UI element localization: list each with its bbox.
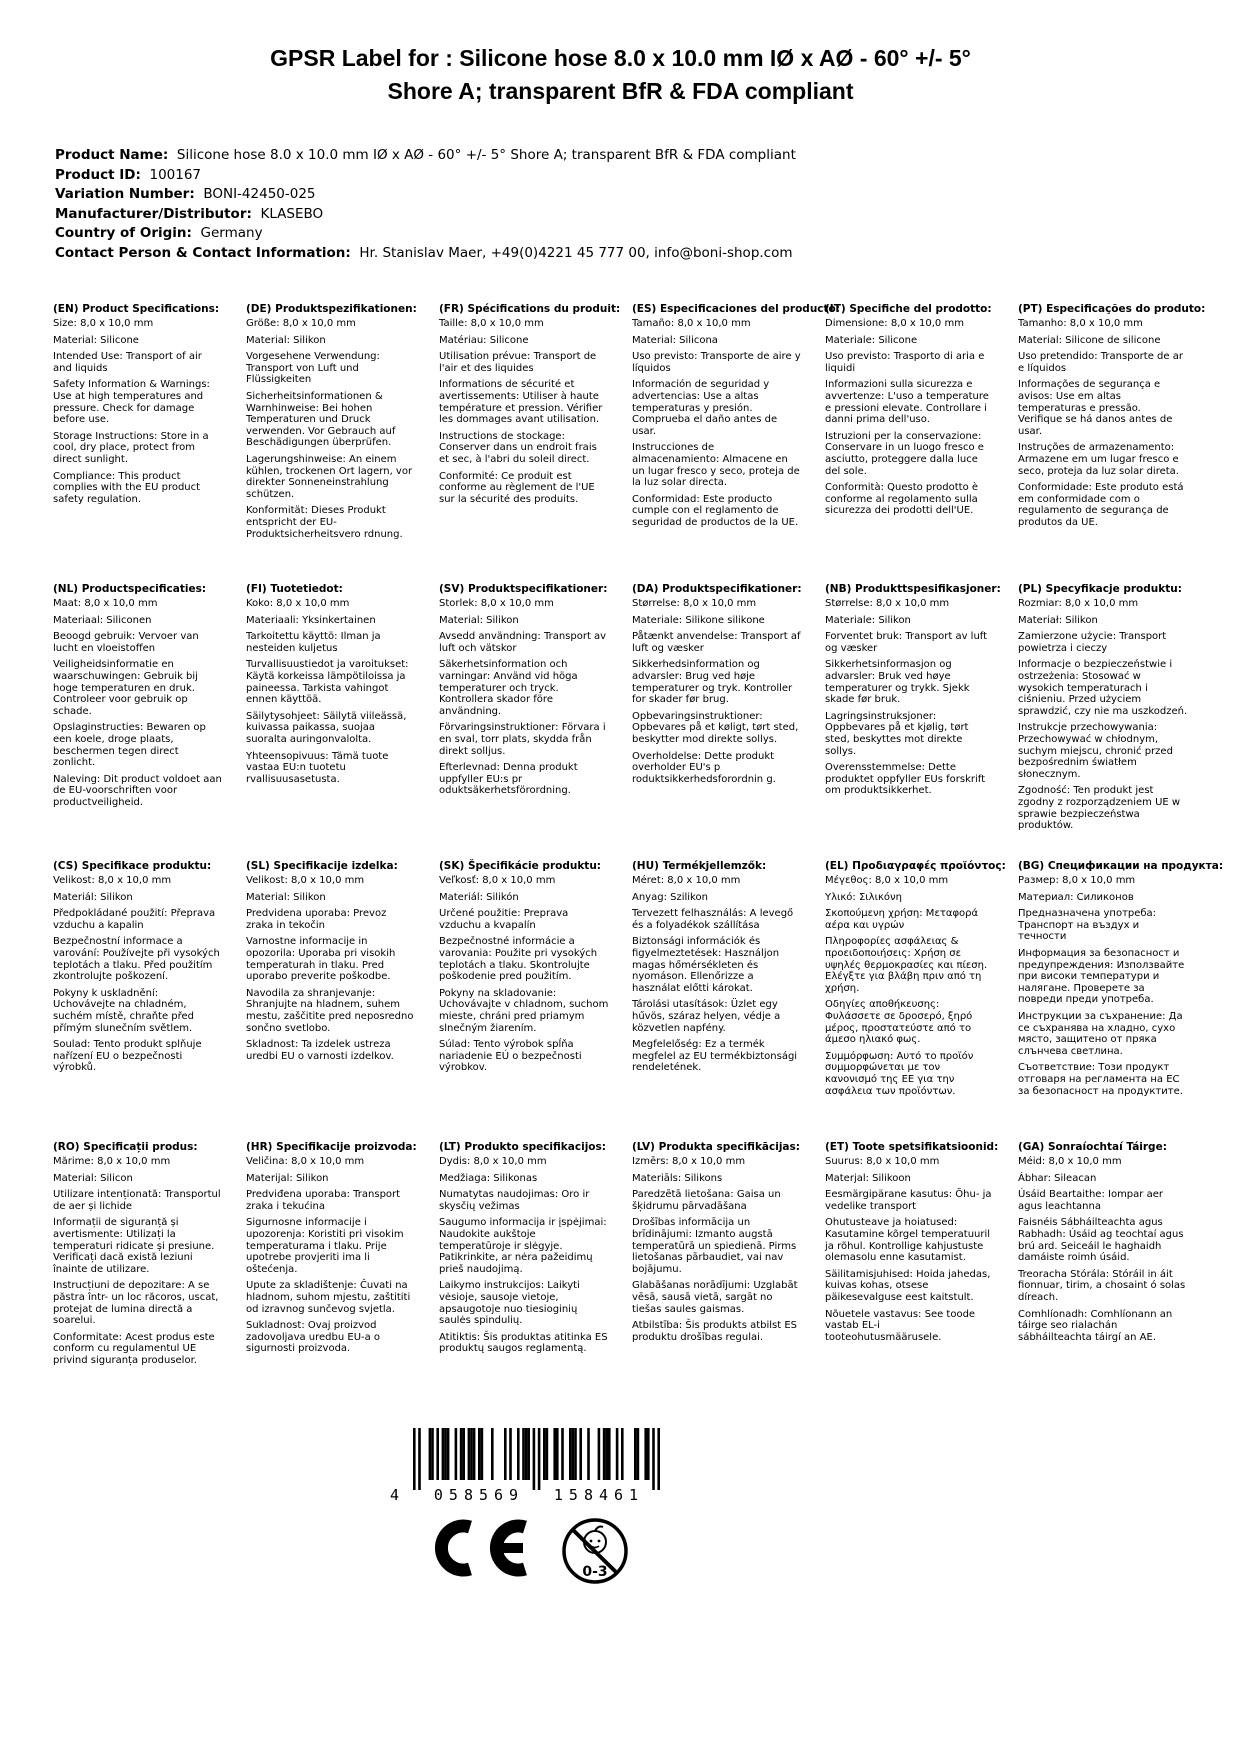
- spec-grid: [53, 303, 1224, 1372]
- spec-header-sv: (SV) Produktspecifikationer:: [439, 583, 608, 595]
- spec-column-ro: [53, 1141, 223, 1372]
- spec-item: Sigurnosne informacije i upozorenja: Koristiti pri visokim temperaturama i tlaku. Prije upotrebe provjeriti ima li oštećenja.: [246, 1217, 404, 1275]
- spec-item: Información de seguridad y advertencias: Use a altas temperaturas y presión. Comprueba el daño antes de usar.: [632, 379, 778, 437]
- spec-item: Overholdelse: Dette produkt overholder EU's p roduktsikkerhedsforordnin g.: [632, 750, 776, 785]
- spec-item: Säilytysohjeet: Säilytä viileässä, kuivassa paikassa, suojaa suoralta auringonvalolta.: [246, 710, 407, 745]
- spec-item: Eesmärgipärane kasutus: Õhu- ja vedelike transport: [825, 1189, 992, 1212]
- spec-column-fr: [439, 303, 621, 510]
- spec-item: Tárolási utasítások: Üzlet egy hűvös, száraz helyen, védje a közvetlen napfény.: [632, 999, 781, 1034]
- ce-mark-icon: [424, 1518, 534, 1582]
- spec-item: Conformità: Questo prodotto è conforme al regolamento sulla sicurezza dei prodotti dell'UE.: [825, 482, 979, 517]
- spec-item: Mărime: 8,0 x 10,0 mm: [53, 1156, 171, 1167]
- spec-column-hu: [632, 860, 802, 1079]
- page-title: [0, 42, 1241, 109]
- age-warning-text: 0-3: [582, 1564, 608, 1580]
- product-info-block: [55, 146, 1185, 263]
- spec-item: Predvidena uporaba: Prevoz zraka in tekočin: [246, 908, 387, 931]
- spec-item: Matériau: Silicone: [439, 334, 529, 346]
- spec-item: Предназначена употреба: Транспорт на въздух и течности: [1018, 908, 1157, 943]
- spec-item: Informații de siguranță și avertismente: Utilizați la temperaturi ridicate și presiune. Verificați dacă există leziuni înainte de utilizare.: [53, 1217, 215, 1275]
- spec-item: Compliance: This product complies with the EU product safety regulation.: [53, 470, 201, 505]
- spec-item: Ábhar: Sileacan: [1018, 1172, 1097, 1184]
- spec-column-de: [246, 303, 416, 545]
- spec-header-pt: (PT) Especificações do produto:: [1018, 303, 1206, 315]
- spec-column-el: [825, 860, 1006, 1102]
- product-info-label: Contact Person & Contact Information:: [55, 244, 351, 261]
- product-info-label: Product ID:: [55, 166, 141, 183]
- spec-item: Anyag: Szilikon: [632, 891, 708, 903]
- spec-item: Koko: 8,0 x 10,0 mm: [246, 598, 350, 609]
- spec-header-lt: (LT) Produkto specifikacijos:: [439, 1141, 606, 1153]
- barcode-left-digit: 4: [390, 1486, 406, 1504]
- spec-item: Størrelse: 8,0 x 10,0 mm: [825, 598, 950, 609]
- spec-header-hu: (HU) Termékjellemzők:: [632, 860, 767, 872]
- spec-row: [53, 1141, 1213, 1372]
- spec-column-it: [825, 303, 995, 522]
- spec-item: Atbilstība: Šis produkts atbilst ES produktu drošības regulai.: [632, 1320, 798, 1343]
- spec-item: Sikkerhetsinformasjon og advarsler: Bruk ved høye temperaturer og trykk. Sjekk skade før bruk.: [825, 659, 970, 706]
- spec-item: Súlad: Tento výrobok spĺňa nariadenie EÚ o bezpečnosti výrobkov.: [439, 1039, 582, 1074]
- spec-column-sv: [439, 583, 609, 802]
- spec-item: Υλικό: Σιλικόνη: [825, 891, 902, 903]
- spec-item: Συμμόρφωση: Αυτό το προϊόν συμμορφώνεται με τον κανονισμό της ΕΕ για την ασφάλεια των προϊόντων.: [825, 1050, 974, 1097]
- spec-item: Materiál: Silikon: [53, 891, 133, 903]
- product-info-line: [55, 244, 1185, 264]
- spec-item: Uso previsto: Transporte de aire y líquidos: [632, 351, 801, 374]
- spec-item: Forventet bruk: Transport av luft og væsker: [825, 631, 988, 654]
- spec-item: Určené použitie: Preprava vzduchu a kvapalín: [439, 908, 569, 931]
- spec-header-en: (EN) Product Specifications:: [53, 303, 220, 315]
- spec-item: Varnostne informacije in opozorila: Uporaba pri visokih temperaturah in tlaku. Pred uporabo preverite poškodbe.: [246, 936, 396, 983]
- spec-item: Zamierzone użycie: Transport powietrza i cieczy: [1018, 631, 1167, 654]
- spec-header-et: (ET) Toote spetsifikatsioonid:: [825, 1141, 999, 1153]
- spec-column-cs: [53, 860, 223, 1079]
- spec-item: Μέγεθος: 8,0 x 10,0 mm: [825, 875, 949, 886]
- spec-item: Safety Information & Warnings: Use at high temperatures and pressure. Check for damage before use.: [53, 379, 210, 426]
- spec-item: Maat: 8,0 x 10,0 mm: [53, 598, 158, 609]
- spec-item: Lagringsinstruksjoner: Oppbevares på et kjølig, tørt sted, beskyttes mot direkte sollys.: [825, 710, 969, 757]
- spec-header-es: (ES) Especificaciones del producto:: [632, 303, 840, 315]
- product-info-value: KLASEBO: [260, 205, 324, 222]
- spec-item: Upute za skladištenje: Čuvati na hladnom, suhom mjestu, zaštititi od izravnog sunčevog svjetla.: [246, 1280, 411, 1315]
- spec-item: Veiligheidsinformatie en waarschuwingen: Gebruik bij hoge temperaturen en druk. Controleer voor gebruik op schade.: [53, 659, 198, 717]
- spec-item: Sikkerhedsinformation og advarsler: Brug ved høje temperaturer og tryk. Kontroller for skader før brug.: [632, 659, 793, 706]
- spec-item: Utilisation prévue: Transport de l'air et des liquides: [439, 351, 597, 374]
- spec-item: Sicherheitsinformationen & Warnhinweise: Bei hohen Temperaturen und Druck verwenden. Vor Gebrauch auf Beschädigungen überprüfen.: [246, 390, 396, 449]
- spec-item: Instrucțiuni de depozitare: A se păstra într- un loc răcoros, uscat, protejat de lumina directă a soarelui.: [53, 1280, 219, 1327]
- spec-item: Materiale: Silicone: [825, 334, 918, 346]
- page-title-line2: Shore A; transparent BfR & FDA compliant: [387, 78, 854, 105]
- spec-item: Инструкции за съхранение: Да се съхранява на хладно, сухо място, защитено от пряка слънчева светлина.: [1018, 1010, 1183, 1057]
- spec-header-it: (IT) Specifiche del prodotto:: [825, 303, 992, 315]
- product-info-value: 100167: [149, 166, 202, 183]
- product-info-value: Silicone hose 8.0 x 10.0 mm IØ x AØ - 60° +/- 5° Shore A; transparent BfR & FDA compliant: [176, 147, 796, 163]
- spec-item: Materiał: Silikon: [1018, 614, 1098, 626]
- spec-header-el: (EL) Προδιαγραφές προϊόντος:: [825, 860, 1006, 872]
- spec-item: Размер: 8,0 x 10,0 mm: [1018, 875, 1136, 886]
- spec-item: Tarkoitettu käyttö: Ilman ja nesteiden kuljetus: [246, 631, 381, 654]
- spec-column-sk: [439, 860, 609, 1079]
- spec-item: Bezpečnostné informácie a varovania: Použite pri vysokých teplotách a tlaku. Skontrolujte poškodenie pred použitím.: [439, 936, 598, 983]
- spec-item: Материал: Силиконов: [1018, 891, 1134, 903]
- spec-item: Dydis: 8,0 x 10,0 mm: [439, 1156, 547, 1167]
- spec-item: Materiāls: Silikons: [632, 1172, 723, 1184]
- spec-item: Opbevaringsinstruktioner: Opbevares på et køligt, tørt sted, beskytter mod direkte sollys.: [632, 710, 799, 745]
- spec-item: Material: Silicon: [53, 1172, 133, 1184]
- product-info-line: [55, 185, 1185, 205]
- spec-item: Overensstemmelse: Dette produktet oppfyller EUs forskrift om produktsikkerhet.: [825, 762, 986, 797]
- spec-item: Skladnost: Ta izdelek ustreza uredbi EU o varnosti izdelkov.: [246, 1039, 394, 1062]
- spec-item: Pokyny na skladovanie: Uchovávajte v chladnom, suchom mieste, chráni pred priamym slnečným žiarením.: [439, 987, 609, 1034]
- spec-header-hr: (HR) Specifikacije proizvoda:: [246, 1141, 417, 1153]
- spec-column-lv: [632, 1141, 802, 1348]
- product-info-value: BONI-42450-025: [203, 186, 316, 202]
- spec-column-es: [632, 303, 840, 534]
- spec-item: Méid: 8,0 x 10,0 mm: [1018, 1156, 1122, 1167]
- product-info-value: Germany: [200, 225, 263, 241]
- spec-column-nl: [53, 583, 223, 814]
- spec-item: Tamaño: 8,0 x 10,0 mm: [632, 318, 751, 329]
- spec-item: Suurus: 8,0 x 10,0 mm: [825, 1156, 940, 1167]
- spec-header-sk: (SK) Špecifikácie produktu:: [439, 860, 602, 872]
- spec-item: Soulad: Tento produkt splňuje nařízení EU o bezpečnosti výrobků.: [53, 1039, 202, 1074]
- spec-column-pt: [1018, 303, 1206, 534]
- spec-item: Treoracha Stórála: Stóráil in áit fionnuar, tirim, a chosaint ó solas díreach.: [1018, 1268, 1186, 1303]
- spec-item: Numatytas naudojimas: Oro ir skysčių vežimas: [439, 1189, 590, 1212]
- spec-header-nb: (NB) Produkttspesifikasjoner:: [825, 583, 1001, 595]
- spec-item: Ohutusteave ja hoiatused: Kasutamine kõrgel temperatuuril ja rõhul. Kontrollige kahjustuste olemasolu enne kasutamist.: [825, 1217, 991, 1264]
- spec-item: Instrukcje przechowywania: Przechowywać w chłodnym, suchym miejscu, chronić przed bezpośrednim światłem słonecznym.: [1018, 722, 1173, 780]
- spec-item: Size: 8,0 x 10,0 mm: [53, 318, 154, 329]
- spec-item: Megfelelőség: Ez a termék megfelel az EU termékbiztonsági rendeletének.: [632, 1039, 798, 1074]
- spec-item: Bezpečnostní informace a varování: Používejte při vysokých teplotách a tlaku. Před použitím zkontrolujte poškození.: [53, 936, 220, 983]
- spec-item: Naleving: Dit product voldoet aan de EU-voorschriften voor productveiligheid.: [53, 773, 222, 808]
- spec-item: Material: Silicone: [53, 334, 139, 346]
- spec-item: Material: Silikon: [246, 891, 326, 903]
- spec-item: Glabāšanas norādījumi: Uzglabāt vēsā, sausā vietā, sargāt no tiešas saules gaismas.: [632, 1280, 798, 1315]
- spec-item: Predviđena uporaba: Transport zraka i tekućina: [246, 1189, 401, 1212]
- product-info-label: Manufacturer/Distributor:: [55, 205, 252, 222]
- spec-column-lt: [439, 1141, 609, 1360]
- spec-item: Påtænkt anvendelse: Transport af luft og væsker: [632, 631, 801, 654]
- spec-item: Úsáid Beartaithe: Iompar aer agus leachtanna: [1018, 1189, 1163, 1212]
- spec-item: Conformitate: Acest produs este conform cu regulamentul UE privind siguranța produselor.: [53, 1331, 215, 1366]
- spec-header-de: (DE) Produktspezifikationen:: [246, 303, 417, 315]
- spec-item: Materijal: Silikon: [246, 1172, 329, 1184]
- spec-item: Istruzioni per la conservazione: Conservare in un luogo fresco e asciutto, proteggere dalla luce del sole.: [825, 430, 984, 477]
- spec-column-fi: [246, 583, 416, 790]
- spec-item: Předpokládané použití: Přeprava vzduchu a kapalin: [53, 908, 216, 931]
- spec-item: Biztonsági információk és figyelmeztetések: Használjon magas hőmérsékleten és nyomáson. Ellenőrizze a használat előtti károkat.: [632, 936, 780, 994]
- spec-item: Veľkosť: 8,0 x 10,0 mm: [439, 875, 556, 886]
- spec-item: Opslaginstructies: Bewaren op een koele, droge plaats, beschermen tegen direct zonlicht.: [53, 722, 206, 769]
- spec-item: Uso pretendido: Transporte de ar e líquidos: [1018, 351, 1183, 374]
- spec-item: Instructions de stockage: Conserver dans un endroit frais et sec, à l'abri du soleil direct.: [439, 430, 597, 465]
- spec-column-pl: [1018, 583, 1188, 837]
- spec-header-ga: (GA) Sonraíochtaí Táirge:: [1018, 1141, 1167, 1153]
- spec-item: Rozmiar: 8,0 x 10,0 mm: [1018, 598, 1139, 609]
- spec-item: Medžiaga: Silikonas: [439, 1172, 538, 1184]
- product-info-line: [55, 224, 1185, 244]
- spec-row: [53, 860, 1224, 1141]
- spec-item: Pokyny k uskladnění: Uchovávejte na chladném, suchém místě, chraňte před přímým slunečním světlem.: [53, 987, 195, 1034]
- spec-column-bg: [1018, 860, 1224, 1102]
- spec-item: Σκοπούμενη χρήση: Μεταφορά αέρα και υγρών: [825, 908, 979, 931]
- spec-item: Turvallisuustiedot ja varoitukset: Käytä korkeissa lämpötiloissa ja paineessa. Tarkista vahingot ennen käyttöä.: [246, 659, 409, 706]
- spec-item: Tervezett felhasználás: A levegő és a folyadékok szállítása: [632, 908, 794, 931]
- spec-item: Säilitamisjuhised: Hoida jahedas, kuivas kohas, otsese päikesevalguse eest kaitstult.: [825, 1268, 991, 1303]
- spec-item: Uso previsto: Trasporto di aria e liquidi: [825, 351, 985, 374]
- spec-header-lv: (LV) Produkta specifikācijas:: [632, 1141, 800, 1153]
- spec-item: Izmērs: 8,0 x 10,0 mm: [632, 1156, 746, 1167]
- spec-column-nb: [825, 583, 1001, 802]
- spec-item: Material: Silikon: [246, 334, 326, 346]
- spec-header-sl: (SL) Specifikacije izdelka:: [246, 860, 398, 872]
- spec-item: Material: Silicone de silicone: [1018, 334, 1161, 346]
- spec-item: Informações de segurança e avisos: Use em altas temperaturas e pressão. Verifique se há danos antes de usar.: [1018, 379, 1173, 437]
- product-info-line: [55, 205, 1185, 225]
- spec-column-ga: [1018, 1141, 1188, 1348]
- spec-item: Conformidade: Este produto está em conformidade com o regulamento de segurança de produtos da UE.: [1018, 482, 1184, 528]
- spec-item: Navodila za shranjevanje: Shranjujte na hladnem, suhem mestu, zaščitite pred neposredno sončno svetlobo.: [246, 987, 414, 1034]
- spec-header-da: (DA) Produktspecifikationer:: [632, 583, 802, 595]
- barcode-bars-icon: [413, 1428, 661, 1492]
- product-info-line: [55, 146, 1185, 166]
- spec-item: Laikymo instrukcijos: Laikyti vėsioje, sausoje vietoje, apsaugotoje nuo tiesioginių saulės spindulių.: [439, 1280, 580, 1327]
- spec-item: Conformité: Ce produit est conforme au règlement de l'UE sur la sécurité des produits.: [439, 470, 595, 505]
- product-info-value: Hr. Stanislav Maer, +49(0)4221 45 777 00, info@boni-shop.com: [359, 244, 793, 261]
- spec-item: Yhteensopivuus: Tämä tuote vastaa EU:n tuotetu rvallisuusasetusta.: [246, 750, 389, 785]
- spec-item: Materjal: Silikoon: [825, 1172, 911, 1184]
- spec-item: Taille: 8,0 x 10,0 mm: [439, 318, 544, 329]
- spec-item: Veličina: 8,0 x 10,0 mm: [246, 1156, 365, 1167]
- spec-item: Zgodność: Ten produkt jest zgodny z rozporządzeniem UE w sprawie bezpieczeństwa produktów.: [1018, 785, 1181, 832]
- spec-header-bg: (BG) Спецификации на продукта:: [1018, 860, 1224, 872]
- spec-header-cs: (CS) Specifikace produktu:: [53, 860, 212, 872]
- spec-item: Materiál: Silikón: [439, 891, 519, 903]
- spec-item: Dimensione: 8,0 x 10,0 mm: [825, 318, 964, 329]
- spec-item: Intended Use: Transport of air and liquids: [53, 351, 202, 374]
- spec-item: Größe: 8,0 x 10,0 mm: [246, 318, 356, 329]
- spec-item: Materiaali: Yksinkertainen: [246, 614, 376, 626]
- spec-column-da: [632, 583, 802, 790]
- spec-column-sl: [246, 860, 416, 1067]
- spec-column-en: [53, 303, 223, 510]
- spec-item: Förvaringsinstruktioner: Förvara i en sval, torr plats, skydda från direkt solljus.: [439, 722, 606, 757]
- spec-item: Съответствие: Този продукт отговаря на регламента на ЕС за безопасност на продуктите.: [1018, 1062, 1183, 1097]
- barcode-group1: 058569: [433, 1486, 525, 1504]
- spec-header-fr: (FR) Spécifications du produit:: [439, 303, 621, 315]
- spec-header-nl: (NL) Productspecificaties:: [53, 583, 207, 595]
- spec-header-fi: (FI) Tuotetiedot:: [246, 583, 343, 595]
- spec-item: Material: Silikon: [439, 614, 519, 626]
- spec-item: Velikost: 8,0 x 10,0 mm: [246, 875, 365, 886]
- age-warning-icon: [560, 1514, 630, 1598]
- spec-item: Materiale: Silikone silikone: [632, 614, 765, 626]
- spec-item: Storage Instructions: Store in a cool, dry place, protect from direct sunlight.: [53, 430, 209, 465]
- spec-item: Materiaal: Siliconen: [53, 614, 152, 626]
- spec-column-hr: [246, 1141, 416, 1360]
- spec-row: [53, 583, 1213, 860]
- spec-item: Instruções de armazenamento: Armazene em um lugar fresco e seco, proteja da luz solar direta.: [1018, 442, 1179, 477]
- spec-column-et: [825, 1141, 999, 1348]
- spec-item: Méret: 8,0 x 10,0 mm: [632, 875, 741, 886]
- spec-item: Størrelse: 8,0 x 10,0 mm: [632, 598, 757, 609]
- spec-item: Vorgesehene Verwendung: Transport von Luft und Flüssigkeiten: [246, 351, 380, 386]
- product-info-label: Country of Origin:: [55, 225, 192, 241]
- spec-item: Informacje o bezpieczeństwie i ostrzeżenia: Stosować w wysokich temperaturach i ciśnieniu. Przed użyciem sprawdzić, czy nie ma uszkodzeń.: [1018, 659, 1188, 717]
- spec-item: Informations de sécurité et avertissements: Utiliser à haute température et pression. Vérifier les dommages avant utilisation.: [439, 379, 603, 426]
- spec-item: Πληροφορίες ασφάλειας & προειδοποιήσεις: Χρήση σε υψηλές θερμοκρασίες και πίεση. Ελέγξτε για βλάβη πριν από τη χρήση.: [825, 936, 988, 994]
- spec-row: [53, 303, 1213, 583]
- spec-item: Säkerhetsinformation och varningar: Använd vid höga temperaturer och tryck. Kontrollera skador före användning.: [439, 659, 578, 717]
- spec-header-pl: (PL) Specyfikacje produktu:: [1018, 583, 1182, 595]
- spec-item: Информация за безопасност и предупреждения: Използвайте при високи температури и налягане. Проверете за повреди преди употреба.: [1018, 947, 1185, 1006]
- page-title-line1: GPSR Label for : Silicone hose 8.0 x 10.0 mm IØ x AØ - 60° +/- 5°: [270, 45, 971, 71]
- spec-item: Drošības informācija un brīdinājumi: Izmanto augstā temperatūrā un spiedienā. Pirms lietošanas pārbaudiet, vai nav bojājumu.: [632, 1217, 797, 1275]
- spec-item: Instrucciones de almacenamiento: Almacene en un lugar fresco y seco, proteja de la luz solar directa.: [632, 442, 800, 489]
- spec-item: Avsedd användning: Transport av luft och vätskor: [439, 631, 607, 654]
- product-info-line: [55, 166, 1185, 186]
- spec-item: Velikost: 8,0 x 10,0 mm: [53, 875, 172, 886]
- spec-item: Atitiktis: Šis produktas atitinka ES produktų saugos reglamentą.: [439, 1331, 608, 1355]
- product-info-label: Variation Number:: [55, 186, 195, 202]
- spec-item: Efterlevnad: Denna produkt uppfyller EU:s pr oduktsäkerhetsförordning.: [439, 762, 578, 797]
- spec-item: Material: Silicona: [632, 334, 718, 346]
- spec-item: Paredzētā lietošana: Gaisa un šķidrumu pārvadāšana: [632, 1189, 781, 1212]
- spec-item: Nõuetele vastavus: See toode vastab EL-i tooteohutusmäärusele.: [825, 1308, 976, 1343]
- spec-item: Comhlíonadh: Comhlíonann an táirge seo rialachán sábháilteachta táirgí an AE.: [1018, 1308, 1173, 1343]
- spec-item: Saugumo informacija ir įspėjimai: Naudokite aukštoje temperatūroje ir slėgyje. Patikrinkite, ar nėra pažeidimų prieš naudojimą.: [439, 1217, 607, 1275]
- spec-item: Storlek: 8,0 x 10,0 mm: [439, 598, 554, 609]
- spec-item: Konformität: Dieses Produkt entspricht der EU-Produktsicherheitsvero rdnung.: [246, 505, 403, 540]
- spec-item: Lagerungshinweise: An einem kühlen, trockenen Ort lagern, vor direkter Sonneneinstrahlung schützen.: [246, 453, 413, 500]
- spec-item: Utilizare intenționată: Transportul de aer și lichide: [53, 1189, 221, 1212]
- spec-item: Sukladnost: Ovaj proizvod zadovoljava uredbu EU-a o sigurnosti proizvoda.: [246, 1320, 381, 1355]
- product-info-label: Product Name:: [55, 147, 169, 163]
- spec-item: Tamanho: 8,0 x 10,0 mm: [1018, 318, 1143, 329]
- spec-header-ro: (RO) Specificații produs:: [53, 1141, 198, 1153]
- spec-item: Informazioni sulla sicurezza e avvertenze: L'uso a temperature e pressioni elevate. Controllare i danni prima dell'uso.: [825, 379, 989, 426]
- spec-item: Οδηγίες αποθήκευσης: Φυλάσσετε σε δροσερό, ξηρό μέρος, προστατεύστε από το άμεσο ηλιακό φως.: [825, 999, 973, 1046]
- spec-item: Faisnéis Sábháilteachta agus Rabhadh: Úsáid ag teochtaí agus brú ard. Seiceáil le haghaidh damáiste roimh úsáid.: [1018, 1217, 1184, 1264]
- spec-item: Beoogd gebruik: Vervoer van lucht en vloeistoffen: [53, 631, 199, 654]
- spec-item: Conformidad: Este producto cumple con el reglamento de seguridad de productos de la UE.: [632, 493, 799, 528]
- barcode-group2: 158461: [553, 1486, 645, 1504]
- spec-item: Materiale: Silikon: [825, 614, 911, 626]
